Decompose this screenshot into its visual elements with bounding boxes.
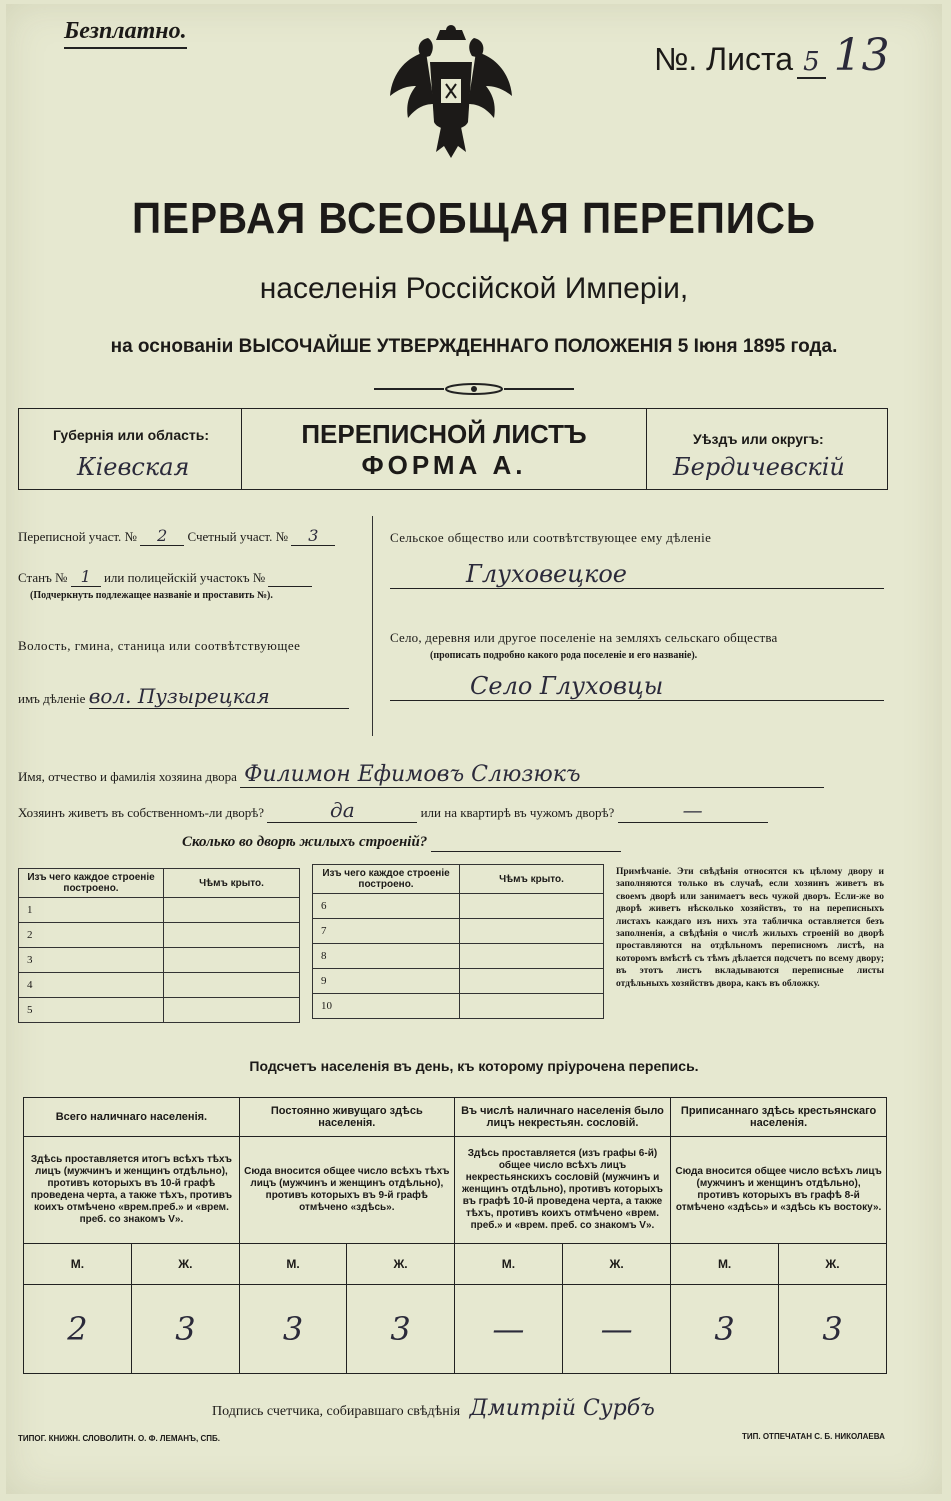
table-row: 9 — [313, 969, 604, 994]
note-text: Примѣчаніе. Эти свѣдѣнія относятся къ цѣлому двору и заполняются только въ случаѣ, если хозяинъ живетъ въ своемъ дворѣ или занимаетъ весь чужой дворъ. Если-же во дворѣ живетъ нѣсколько хозяйствъ, то на переписныхъ листахъ каждаго изъ нихъ эта табличка оставляется безъ заполненія, а свѣдѣнія о числѣ жилыхъ строеній во дворѣ проставляются на отдѣльномъ переписномъ листѣ, на которомъ вмѣстѣ съ тѣмъ дѣлается подсчетъ по всему двору; въ этотъ листъ вкладываются переписные листы отдѣльныхъ хозяйствъ двора, какъ въ обложку. — [616, 867, 884, 989]
buildings-table-left: Изъ чего каждое строеніе построено. Чѣмъ крыто. 1 2 3 4 5 — [18, 868, 300, 1023]
stan-line: Станъ № 1 или полицейскій участокъ № — [18, 567, 312, 587]
table-row: 10 — [313, 994, 604, 1019]
double-headed-eagle-icon — [386, 22, 516, 162]
table-row: 5 — [19, 998, 300, 1023]
census-plot-line: Переписной участ. № 2 Счетный участ. № 3 — [18, 526, 335, 546]
buildings-line: Сколько во дворѣ жилыхъ строеній? — [182, 834, 621, 852]
table-row: 6 — [313, 894, 604, 919]
village-label: Село, деревня или другое поселеніе на земляхъ сельскаго общества — [390, 630, 778, 645]
total-female-value: 3 — [131, 1285, 239, 1374]
uezd-box — [646, 408, 888, 490]
table-row: 1 — [19, 898, 300, 923]
table-row — [24, 1285, 887, 1374]
subtitle: населенія Россійской Имперіи, — [259, 272, 689, 305]
division-value: вол. Пузырецкая — [89, 684, 349, 709]
owner-value: Филимон Ефимовъ Слюзюкъ — [240, 762, 824, 788]
sheet-number — [654, 30, 890, 81]
form-title-box — [242, 408, 646, 490]
sheet-value: 5 — [797, 47, 826, 79]
main-title: ПЕРВАЯ ВСЕОБЩАЯ ПЕРЕПИСЬ — [132, 194, 816, 243]
buildings-table-right: Изъ чего каждое строеніе построено. Чѣмъ крыто. 6 7 8 9 10 — [312, 864, 604, 1019]
column-divider — [372, 516, 373, 736]
printer-left: ТИПОГ. КНИЖН. СЛОВОЛИТН. О. Ф. ЛЕМАНЪ, СПБ. — [18, 1434, 220, 1443]
decree-line: на основаніи ВЫСОЧАЙШЕ УТВЕРЖДЕННАГО ПОЛОЖЕНІЯ 5 Іюня 1895 года. — [110, 336, 838, 357]
table-row: 4 — [19, 973, 300, 998]
division-line: имъ дѣленіе вол. Пузырецкая — [18, 684, 349, 709]
village-note: (прописать подробно какого рода поселеніе и его названіе). — [430, 650, 698, 661]
peasant-male-value: 3 — [671, 1285, 779, 1374]
lives-line: Хозяинъ живетъ въ собственномъ-ли дворѣ? да или на квартирѣ въ чужомъ дворѣ? — — [18, 798, 768, 823]
sheet-label: №. Листа — [654, 41, 794, 77]
uezd-label: Уѣздъ или округъ: — [693, 431, 824, 447]
society-label: Сельское общество или соотвѣтствующее ему дѣленіе — [390, 530, 712, 545]
resident-male-value: 3 — [239, 1285, 346, 1374]
census-sheet — [6, 4, 942, 1494]
underline-note: (Подчеркнуть подлежащее названіе и проставить №). — [30, 590, 273, 601]
peasant-female-value: 3 — [779, 1285, 887, 1374]
signature-line: Подпись счетчика, собиравшаго свѣдѣнія Дмитрій Сурбъ — [212, 1396, 655, 1421]
free-label: Безплатно. — [64, 18, 187, 49]
form-title: ПЕРЕПИСНОЙ ЛИСТЪ — [301, 419, 587, 449]
resident-female-value: 3 — [347, 1285, 454, 1374]
count-plot-value: 3 — [291, 526, 335, 546]
nonpeasant-female-value: — — [562, 1285, 670, 1374]
guberniya-label: Губернія или область: — [53, 427, 210, 443]
total-male-value: 2 — [24, 1285, 132, 1374]
owner-line: Имя, отчество и фамилія хозяина двора Филимон Ефимовъ Слюзюкъ — [18, 762, 824, 788]
nonpeasant-male-value: — — [454, 1285, 562, 1374]
table-row: 2 — [19, 923, 300, 948]
sheet-value-alt: 13 — [833, 30, 890, 81]
volost-label: Волость, гмина, станица или соотвѣтствующее — [18, 638, 301, 653]
ornament-divider-icon — [374, 382, 574, 396]
table-row: 3 — [19, 948, 300, 973]
village-value: Село Глуховцы — [470, 672, 664, 700]
lives-value: да — [267, 798, 417, 823]
population-title: Подсчетъ населенія въ день, къ которому пріурочена перепись. — [249, 1058, 699, 1074]
table-row: 8 — [313, 944, 604, 969]
form-letter: ФОРМА А. — [361, 450, 527, 480]
table-row: 7 — [313, 919, 604, 944]
signature-value: Дмитрій Сурбъ — [469, 1396, 655, 1421]
society-field — [390, 560, 884, 589]
guberniya-value: Кіевская — [77, 453, 190, 481]
stan-value: 1 — [71, 567, 101, 587]
society-value: Глуховецкое — [466, 560, 627, 588]
guberniya-box — [18, 408, 242, 490]
apartment-value: — — [618, 798, 768, 823]
village-field — [390, 672, 884, 701]
uezd-value: Бердичевскій — [673, 453, 845, 481]
printer-right: ТИП. ОТПЕЧАТАН С. Б. НИКОЛАЕВА — [742, 1432, 885, 1441]
census-plot-value: 2 — [140, 526, 184, 546]
population-table: Всего наличнаго населенія. Постоянно живущаго здѣсь населенія. Въ числѣ наличнаго населенія было лицъ некрестьян. сословій. Приписаннаго здѣсь крестьянскаго населенія. Здѣсь проставляется итогъ всѣхъ тѣхъ лицъ (мужчинъ и женщинъ отдѣльно), противъ которыхъ въ 10-й графѣ проведена черта, а также тѣхъ, противъ коихъ отмѣчено «врем.преб.» и «врем. преб. со знакомъ V». Сюда вносится общее число всѣхъ тѣхъ лицъ (мужчинъ и женщинъ отдѣльно), противъ которыхъ въ 9-й графѣ отмѣчено «здѣсь». Здѣсь проставляется (изъ графы 6-й) общее число всѣхъ лицъ некрестьянскихъ сословій (мужчинъ и женщинъ отдѣльно), противъ которыхъ въ графѣ 10-й проведена черта, а также тѣхъ, противъ коихъ отмѣчено «врем. преб.» и «врем. преб. со знакомъ V». Сюда вносится общее число всѣхъ лицъ (мужчинъ и женщинъ отдѣльно), противъ которыхъ въ графѣ 8-й отмѣчено «здѣсь» и «здѣсь къ востоку». М. Ж. М. Ж. М. Ж. М. Ж. 2 3 3 3 — — 3 3 — [23, 1097, 887, 1374]
